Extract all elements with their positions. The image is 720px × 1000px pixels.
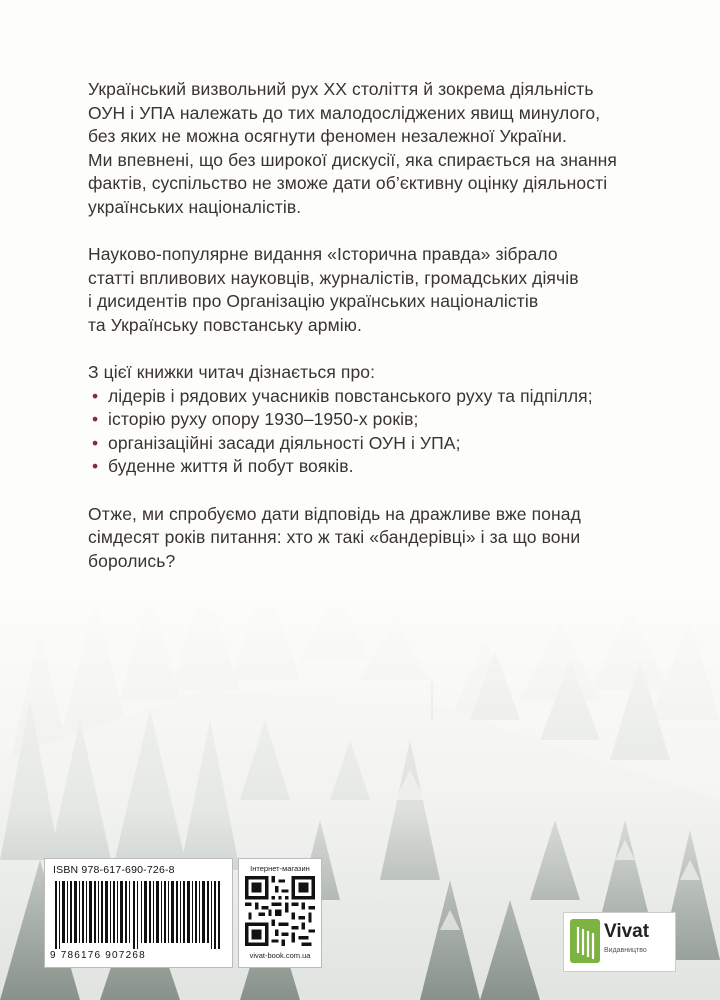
list-item <box>88 408 648 432</box>
shop-url: vivat-book.com.ua <box>249 951 311 960</box>
text-line: ОУН і УПА належать до тих малодосліджених явищ минулого, <box>88 102 601 123</box>
barcode-bars <box>55 881 221 949</box>
paragraph-closing <box>88 503 648 574</box>
list-item-text: історію руху опору 1930–1950-х років; <box>108 409 419 429</box>
text-line: та Українську повстанську армію. <box>88 314 362 335</box>
text-line: Науково-популярне видання «Історична правда» зібрало <box>88 244 558 264</box>
publisher-subtitle: Видавництво <box>604 947 647 954</box>
list-item <box>88 455 648 479</box>
isbn-barcode <box>44 858 233 968</box>
barcode-number: 9 786176 907268 <box>50 950 146 961</box>
publisher-logo <box>563 912 676 972</box>
text-line: Український визвольний рух ХХ століття й зокрема діяльність <box>88 79 594 99</box>
paragraph-edition <box>88 243 648 337</box>
text-line: фактів, суспільство не зможе дати об’єктивну оцінку діяльності <box>88 173 608 193</box>
qr-code-icon <box>245 876 315 946</box>
text-line: боролись? <box>88 550 176 571</box>
bullet-icon: • <box>92 409 99 429</box>
isbn-label: ISBN 978-617-690-726-8 <box>53 864 175 876</box>
text-line: Ми впевнені, що без широкої дискусії, яка спирається на знання <box>88 149 617 170</box>
text-line: без яких не можна осягнути феномен незалежної України. <box>88 126 567 146</box>
bullet-icon: • <box>92 456 99 476</box>
list-item <box>88 432 648 456</box>
text-line: Отже, ми спробуємо дати відповідь на дражливе вже понад <box>88 503 581 524</box>
text-line: і дисидентів про Організацію українських націоналістів <box>88 291 539 311</box>
bullet-icon: • <box>92 385 99 406</box>
list-item-text: буденне життя й побут вояків. <box>108 456 354 476</box>
vivat-leaf-icon <box>570 919 600 963</box>
list-item-text: організаційні засади діяльності ОУН і УПА; <box>108 432 461 453</box>
list-intro: З цієї книжки читач дізнається про: <box>88 362 376 382</box>
publisher-name: Vivat <box>604 921 650 942</box>
list-item-text: лідерів і рядових учасників повстанського руху та підпілля; <box>108 385 593 406</box>
text-line: українських націоналістів. <box>88 196 302 217</box>
topics-list <box>88 385 648 479</box>
shop-qr-block <box>238 858 322 968</box>
qr-label: Інтернет-магазин <box>250 864 310 873</box>
text-line: сімдесят років питання: хто ж такі «бандерівці» і за що вони <box>88 527 581 547</box>
text-line: статті впливових науковців, журналістів, громадських діячів <box>88 267 579 288</box>
bullet-icon: • <box>92 432 99 453</box>
list-item <box>88 385 648 409</box>
description-text <box>88 78 648 597</box>
paragraph-intro <box>88 78 648 219</box>
